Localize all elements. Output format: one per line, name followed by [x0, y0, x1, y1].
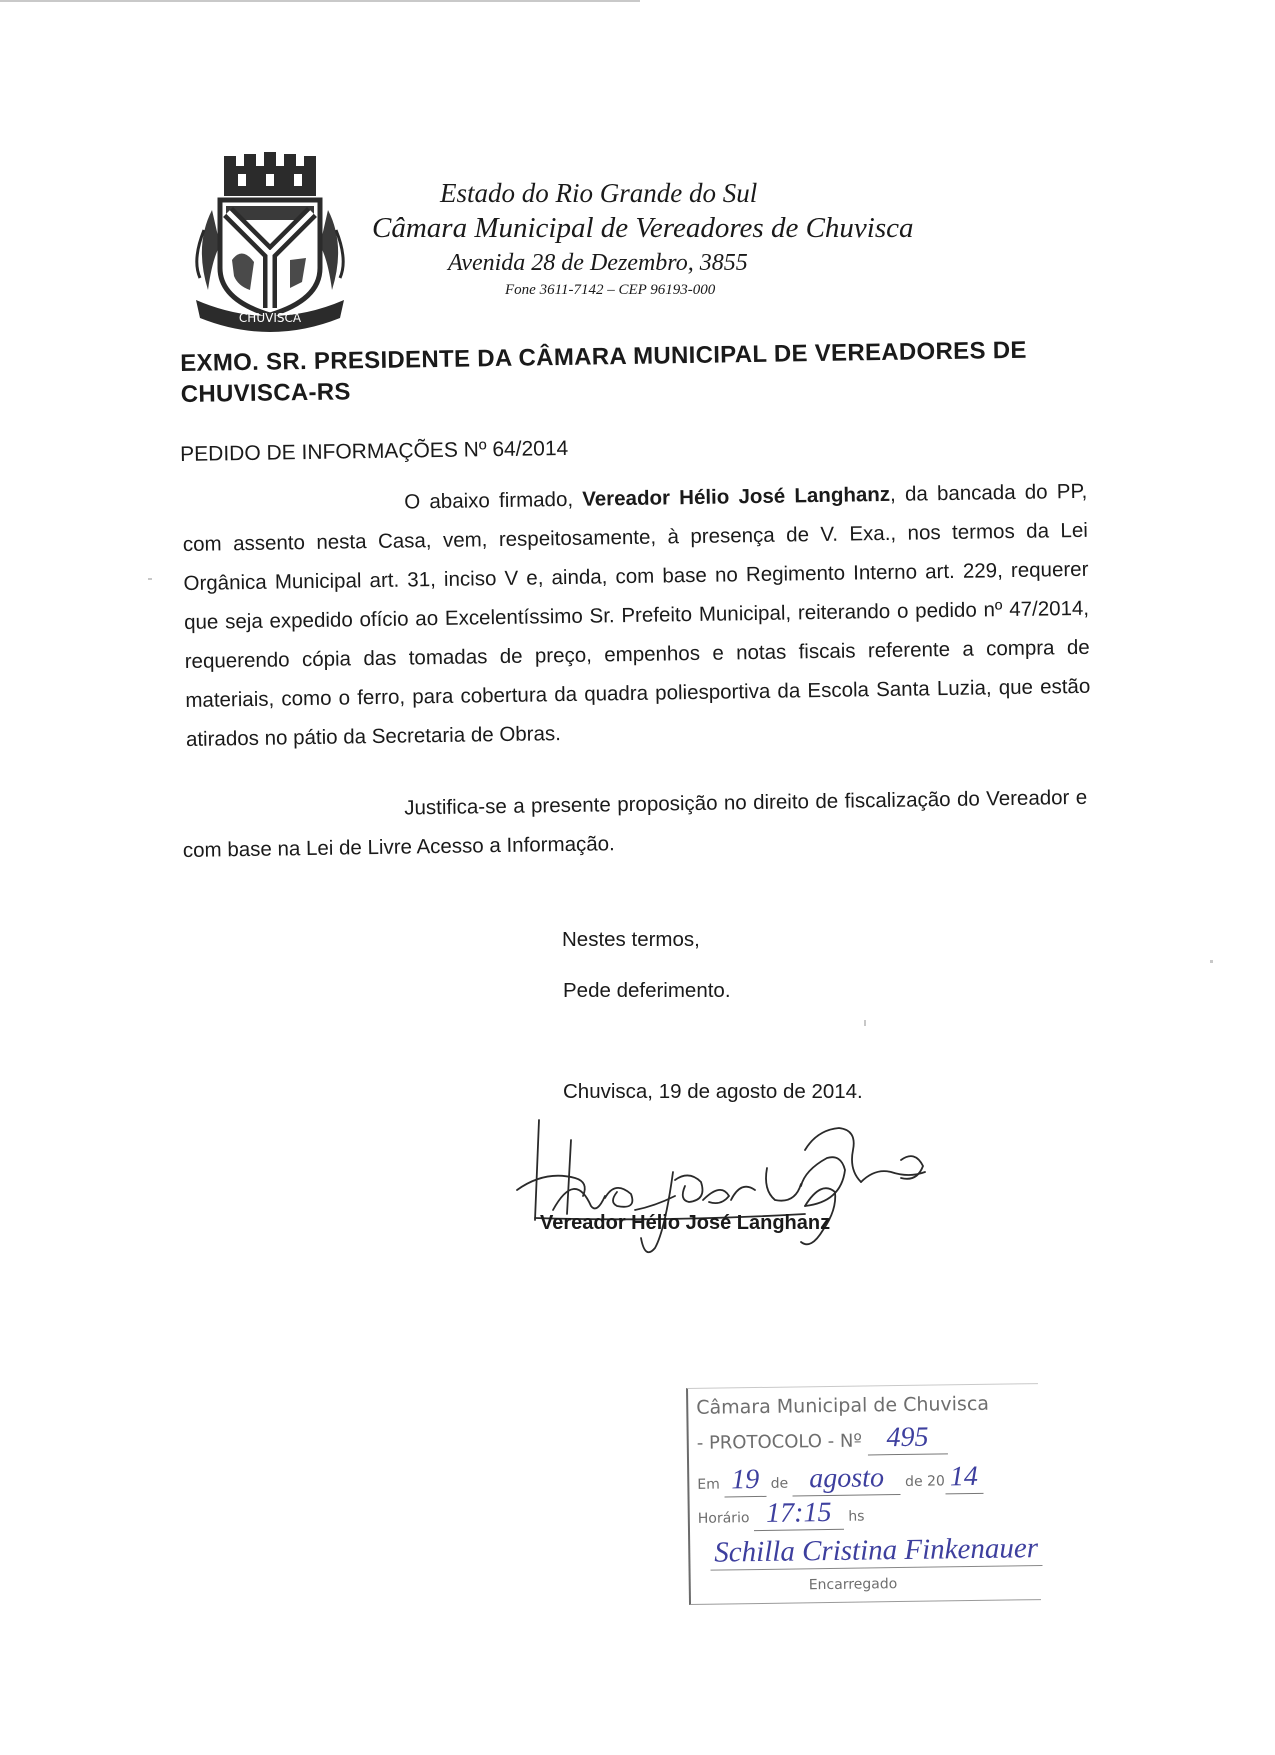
stamp-day: 19: [724, 1464, 766, 1498]
stamp-month: agosto: [792, 1462, 900, 1497]
stamp-title: Câmara Municipal de Chuvisca: [696, 1392, 990, 1419]
handwritten-signature: [505, 1110, 945, 1260]
body-p1-intro: O abaixo firmado,: [404, 487, 583, 514]
letterhead-address: Avenida 28 de Dezembro, 3855: [448, 250, 748, 276]
body-paragraph-1: [182, 472, 1091, 759]
stamp-de-1: de: [770, 1475, 789, 1492]
stamp-time: 17:15: [754, 1497, 844, 1531]
addressee: EXMO. SR. PRESIDENTE DA CÂMARA MUNICIPAL DE VEREADORES DE CHUVISCA-RS: [180, 336, 1027, 408]
protocol-stamp: [686, 1383, 1041, 1605]
letterhead-state: Estado do Rio Grande do Sul: [440, 178, 758, 208]
councilor-name: Vereador Hélio José Langhanz: [582, 482, 891, 511]
stamp-clerk-label: Encarregado: [808, 1576, 898, 1594]
document-subject: PEDIDO DE INFORMAÇÕES Nº 64/2014: [180, 436, 569, 466]
stamp-protocol-row: [697, 1421, 948, 1457]
stamp-date-prefix: Em: [697, 1476, 720, 1493]
stamp-date-row: [697, 1461, 983, 1498]
crest-ribbon-text: CHUVISCA: [238, 311, 302, 325]
closing-line-1: Nestes termos,: [562, 928, 700, 951]
stamp-protocol-label: - PROTOCOLO - Nº: [696, 1430, 862, 1454]
letterhead-chamber: Câmara Municipal de Vereadores de Chuvisca: [372, 212, 914, 244]
municipal-crest-icon: [190, 150, 350, 340]
body-p1-text: , da bancada do PP, com assento nesta Casa, vem, respeitosamente, à presença de V. Exa., nos termos da Lei Orgânica Municipal art. 31, inciso V e, ainda, com base no Regimento Interno art. 229, requerer que seja expedido ofício ao Excelentíssimo Sr. Prefeito Municipal, reiterando o pedido nº 47/2014, requerendo cópia das tomadas de preço, empenhos e notas fiscais referente a compra de materiais, como o ferro, para cobertura da quadra poliesportiva da Escola Santa Luzia, que estão atirados no pátio da Secretaria de Obras.: [182, 479, 1091, 751]
scan-speck: [148, 578, 152, 580]
scan-top-edge: [0, 0, 640, 2]
stamp-de-2: de 20: [905, 1473, 946, 1490]
body-paragraph-2: Justifica-se a presente proposição no direito de fiscalização do Vereador e com base na Lei de Livre Acesso a Informação.: [182, 785, 1088, 862]
signer-name: Vereador Hélio José Langhanz: [540, 1212, 831, 1234]
closing-line-2: Pede deferimento.: [563, 979, 731, 1002]
scan-speck: [864, 1020, 866, 1026]
stamp-time-label: Horário: [697, 1510, 750, 1527]
place-and-date: Chuvisca, 19 de agosto de 2014.: [563, 1080, 863, 1103]
scan-speck: [1210, 960, 1213, 963]
stamp-time-suffix: hs: [848, 1508, 865, 1525]
stamp-clerk-signature: Schilla Cristina Finkenauer: [710, 1532, 1042, 1571]
stamp-year: 14: [945, 1461, 983, 1495]
letterhead-phone: Fone 3611-7142 – CEP 96193-000: [505, 282, 716, 298]
stamp-protocol-number: 495: [867, 1421, 947, 1455]
stamp-time-row: [698, 1497, 865, 1532]
